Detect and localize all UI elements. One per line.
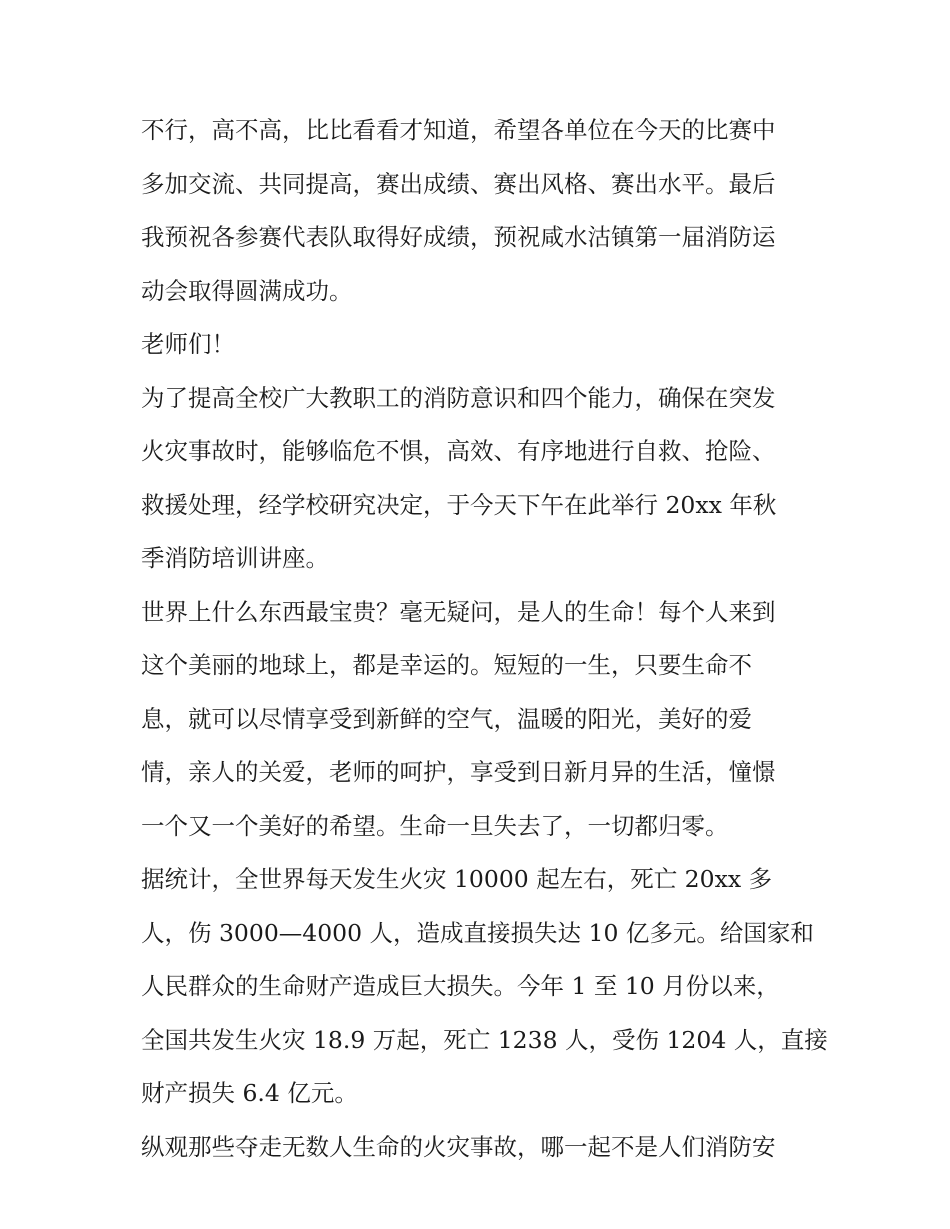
text-line: 世界上什么东西最宝贵？毫无疑问，是人的生命！每个人来到 (141, 597, 776, 626)
text-line: 为了提高全校广大教职工的消防意识和四个能力，确保在突发 (141, 383, 776, 412)
text-line: 据统计，全世界每天发生火灾 10000 起左右，死亡 20xx 多 (141, 865, 773, 893)
text-line: 救援处理，经学校研究决定，于今天下午在此举行 20xx 年秋 (141, 490, 777, 519)
document-body (141, 104, 828, 1174)
text-line: 纵观那些夺走无数人生命的火灾事故，哪一起不是人们消防安 (141, 1132, 776, 1161)
text-line: 财产损失 6.4 亿元。 (141, 1079, 358, 1107)
text-line: 多加交流、共同提高，赛出成绩、赛出风格、赛出水平。最后 (141, 169, 776, 198)
text-line: 一个又一个美好的希望。生命一旦失去了，一切都归零。 (141, 811, 729, 840)
text-line: 人，伤 3000—4000 人，造成直接损失达 10 亿多元。给国家和 (141, 918, 814, 947)
text-line: 人民群众的生命财产造成巨大损失。今年 1 至 10 月份以来， (141, 972, 780, 1000)
text-line: 不行，高不高，比比看看才知道，希望各单位在今天的比赛中 (141, 116, 776, 144)
text-line: 动会取得圆满成功。 (141, 276, 353, 305)
text-line: 这个美丽的地球上，都是幸运的。短短的一生，只要生命不 (141, 651, 752, 679)
text-line: 火灾事故时，能够临危不惧，高效、有序地进行自救、抢险、 (141, 437, 776, 465)
text-line: 季消防培训讲座。 (141, 544, 329, 572)
text-line: 情，亲人的关爱，老师的呵护，享受到日新月异的生活，憧憬 (141, 758, 776, 786)
text-line: 我预祝各参赛代表队取得好成绩，预祝咸水沽镇第一届消防运 (141, 223, 776, 251)
text-line: 老师们！ (141, 330, 235, 358)
text-line: 全国共发生火灾 18.9 万起，死亡 1238 人，受伤 1204 人，直接 (141, 1025, 828, 1054)
text-line: 息，就可以尽情享受到新鲜的空气，温暖的阳光，美好的爱 (141, 704, 752, 733)
